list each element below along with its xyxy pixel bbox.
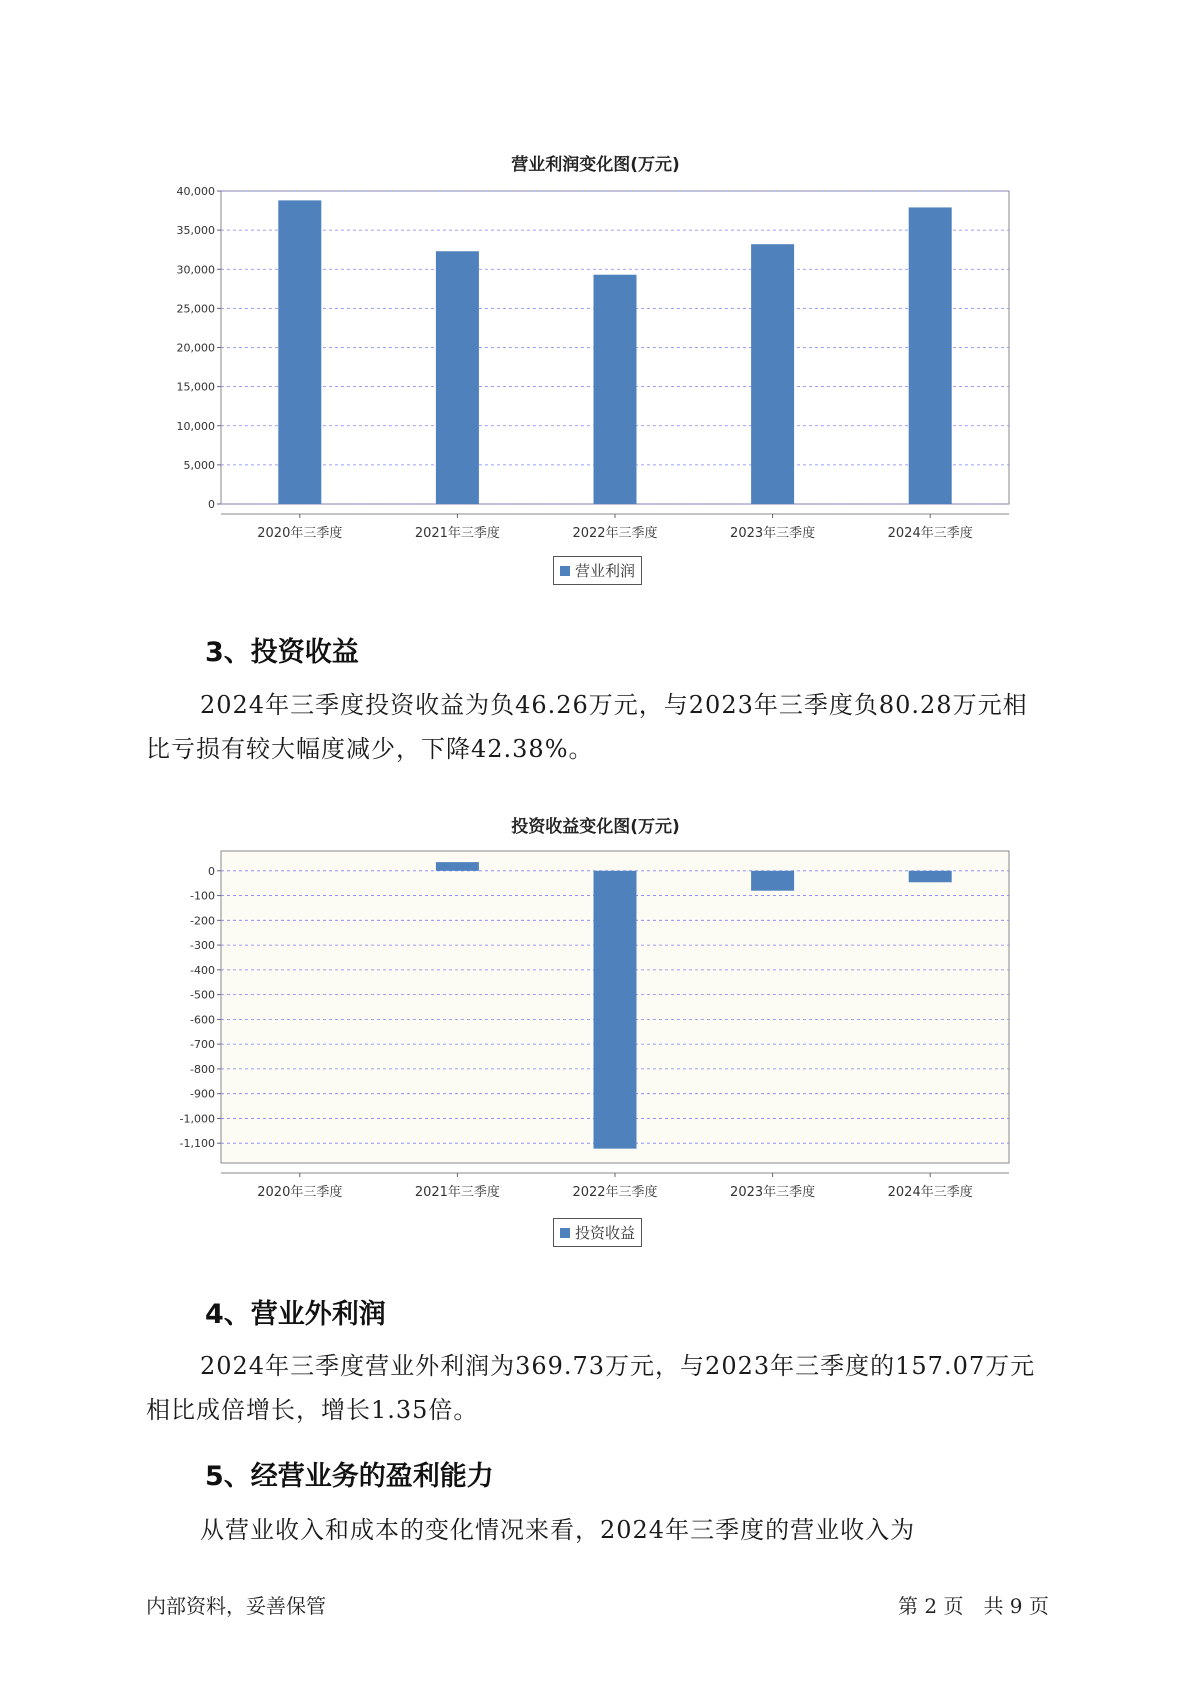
x-tick-label: 2023年三季度 [730,1185,816,1200]
bar [594,871,637,1149]
y-tick-label: -1,000 [179,1112,215,1126]
footer-page-number: 第 2 页 共 9 页 [898,1594,1049,1618]
y-tick-label: 35,000 [176,224,215,238]
section4-heading: 4、营业外利润 [205,1299,386,1330]
y-tick-label: 25,000 [176,302,215,316]
footer-left: 内部资料，妥善保管 [146,1594,326,1618]
x-tick-label: 2021年三季度 [414,526,500,541]
x-tick-label: 2020年三季度 [257,1185,343,1200]
y-tick-label: 10,000 [176,419,215,433]
section4-paragraph: 2024年三季度营业外利润为369.73万元，与2023年三季度的157.07万元相比成倍增长，增长1.35倍。 [146,1352,1036,1424]
x-tick-label: 2023年三季度 [730,526,816,541]
section5-paragraph: 从营业收入和成本的变化情况来看，2024年三季度的营业收入为 [200,1516,916,1544]
chart1-legend-label: 营业利润 [575,562,636,580]
y-tick-label: -300 [190,939,215,953]
y-tick-label: -600 [190,1013,215,1027]
x-tick-label: 2024年三季度 [887,526,973,541]
y-tick-label: -1,100 [179,1137,215,1151]
chart2-title: 投资收益变化图(万元) [511,817,680,837]
y-tick-label: -100 [190,889,215,903]
x-tick-label: 2020年三季度 [257,526,343,541]
section5-heading: 5、经营业务的盈利能力 [205,1461,494,1492]
y-tick-label: -900 [190,1087,215,1101]
bar [909,871,952,882]
section3-paragraph: 2024年三季度投资收益为负46.26万元，与2023年三季度负80.28万元相比亏损有较大幅度减少，下降42.38%。 [146,691,1028,763]
x-tick-label: 2022年三季度 [572,526,658,541]
section3-heading: 3、投资收益 [205,637,359,668]
y-tick-label: -200 [190,914,215,928]
x-tick-label: 2024年三季度 [887,1185,973,1200]
y-tick-label: 0 [208,498,215,511]
chart2-legend [553,1218,642,1247]
y-tick-label: -800 [190,1062,215,1076]
bar [436,862,479,871]
y-tick-label: 0 [208,864,215,878]
bar [751,871,794,891]
legend-swatch [560,1228,570,1238]
y-tick-label: 40,000 [176,185,215,198]
x-tick-label: 2022年三季度 [572,1185,658,1200]
chart1-title: 营业利润变化图(万元) [511,155,680,175]
y-tick-label: -400 [190,963,215,977]
y-tick-label: 5,000 [183,458,215,472]
y-tick-label: 20,000 [176,341,215,355]
x-tick-label: 2021年三季度 [414,1185,500,1200]
y-tick-label: -700 [190,1038,215,1052]
y-tick-label: 15,000 [176,380,215,394]
y-tick-label: 30,000 [176,263,215,277]
y-tick-label: -500 [190,988,215,1002]
chart2-legend-label: 投资收益 [575,1224,636,1242]
